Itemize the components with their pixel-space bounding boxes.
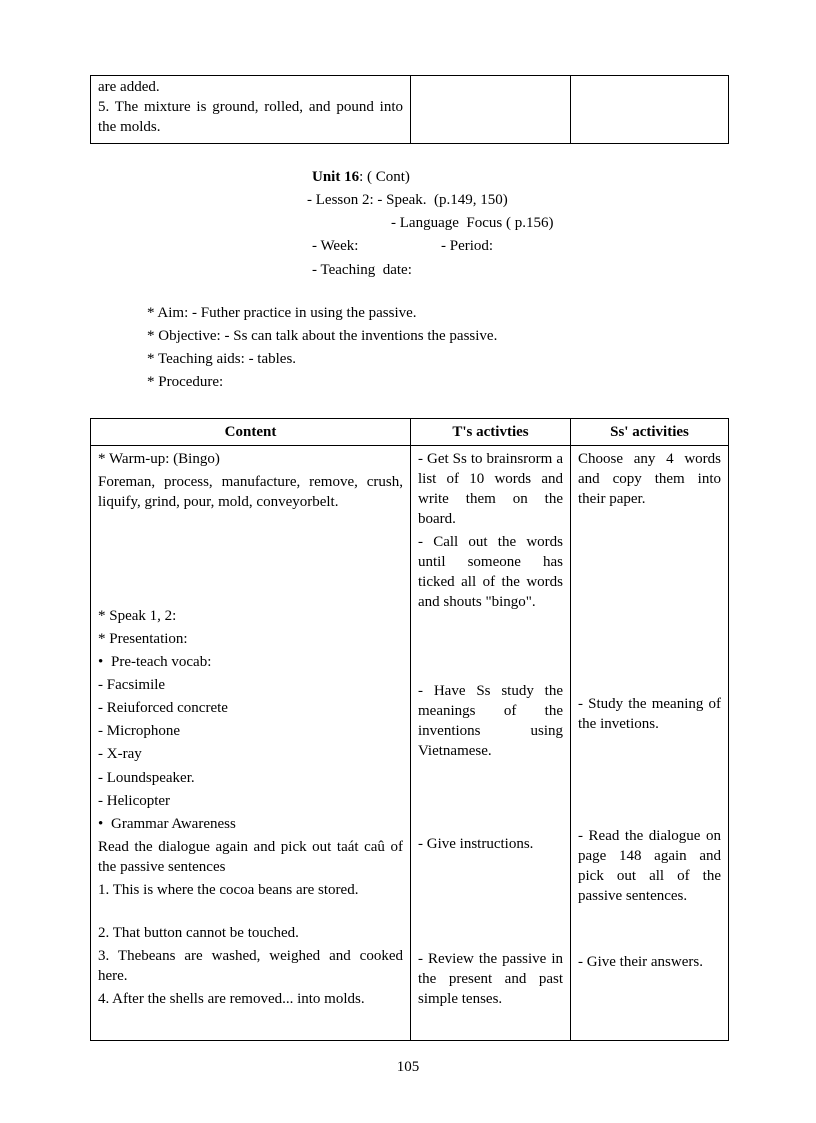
bullet-icon: • [98, 654, 104, 670]
warmup-words: Foreman, process, manufacture, remove, crush, liquify, grind, pour, mold, conveyorbelt. [98, 474, 403, 510]
vocab-item: - Loundspeaker. [98, 770, 195, 786]
top-table-student-cell [571, 76, 729, 144]
period-label: - Period: [441, 238, 494, 254]
speak-heading: * Speak 1, 2: [98, 608, 177, 624]
grammar-label: Grammar Awareness [111, 816, 236, 832]
aim-line: * Aim: - Futher practice in using the passive. [147, 305, 417, 321]
content-cell [91, 446, 411, 1041]
teaching-date-label: - Teaching date: [312, 262, 412, 278]
header-student-activities: Ss' activities [571, 419, 729, 446]
vocab-item: - Facsimile [98, 677, 166, 693]
teacher-cell [411, 446, 571, 1041]
top-table-line: 5. The mixture is ground, rolled, and pound into the molds. [98, 99, 403, 135]
header-content: Content [91, 419, 411, 446]
passive-sentence: 4. After the shells are removed... into molds. [98, 991, 365, 1007]
lesson-line: - Lesson 2: - Speak. (p.149, 150) [307, 192, 508, 208]
vocab-item: - Reiuforced concrete [98, 700, 228, 716]
teacher-activity: - Give instructions. [418, 836, 534, 852]
preteach-item [98, 652, 211, 672]
student-activity: - Study the meaning of the invetions. [578, 696, 721, 732]
student-activity: - Give their answers. [578, 954, 703, 970]
top-table [90, 75, 729, 144]
student-activity: - Read the dialogue on page 148 again and pick out all of the passive sentences. [578, 828, 721, 904]
procedure-line: * Procedure: [147, 374, 224, 390]
teacher-activity: - Call out the words until someone has ticked all of the words and shouts "bingo". [418, 534, 563, 610]
teacher-activity: - Get Ss to brainsrorm a list of 10 words and write them on the board. [418, 451, 563, 527]
top-table-line: are added. [98, 79, 160, 95]
preteach-label: Pre-teach vocab: [111, 654, 212, 670]
passive-sentence: 3. Thebeans are washed, weighed and cooked here. [98, 948, 403, 984]
bullet-icon: • [98, 816, 104, 832]
teacher-activity: - Review the passive in the present and past simple tenses. [418, 951, 563, 1007]
unit-rest: : ( Cont) [359, 169, 410, 185]
teacher-activity: - Have Ss study the meanings of the inventions using Vietnamese. [418, 683, 563, 759]
grammar-item [98, 814, 236, 834]
presentation-heading: * Presentation: [98, 631, 188, 647]
lesson-table [90, 418, 729, 1041]
passive-sentence: 2. That button cannot be touched. [98, 925, 299, 941]
vocab-item: - Microphone [98, 723, 181, 739]
unit-title [312, 167, 410, 187]
page-number: 105 [396, 1059, 420, 1075]
top-table-teacher-cell [411, 76, 571, 144]
objective-line: * Objective: - Ss can talk about the inventions the passive. [147, 328, 498, 344]
language-focus-line: - Language Focus ( p.156) [391, 215, 554, 231]
header-teacher-activities: T's activties [411, 419, 571, 446]
vocab-item: - Helicopter [98, 793, 171, 809]
top-table-content-cell [91, 76, 411, 144]
student-activity: Choose any 4 words and copy them into their paper. [578, 451, 721, 507]
week-label: - Week: [312, 238, 359, 254]
unit-label: Unit 16 [312, 169, 360, 185]
student-cell [571, 446, 729, 1041]
teaching-aids-line: * Teaching aids: - tables. [147, 351, 297, 367]
vocab-item: - X-ray [98, 746, 142, 762]
read-instruction: Read the dialogue again and pick out taát caû of the passive sentences [98, 839, 403, 875]
passive-sentence: 1. This is where the cocoa beans are stored. [98, 882, 359, 898]
warmup-heading: * Warm-up: (Bingo) [98, 451, 220, 467]
